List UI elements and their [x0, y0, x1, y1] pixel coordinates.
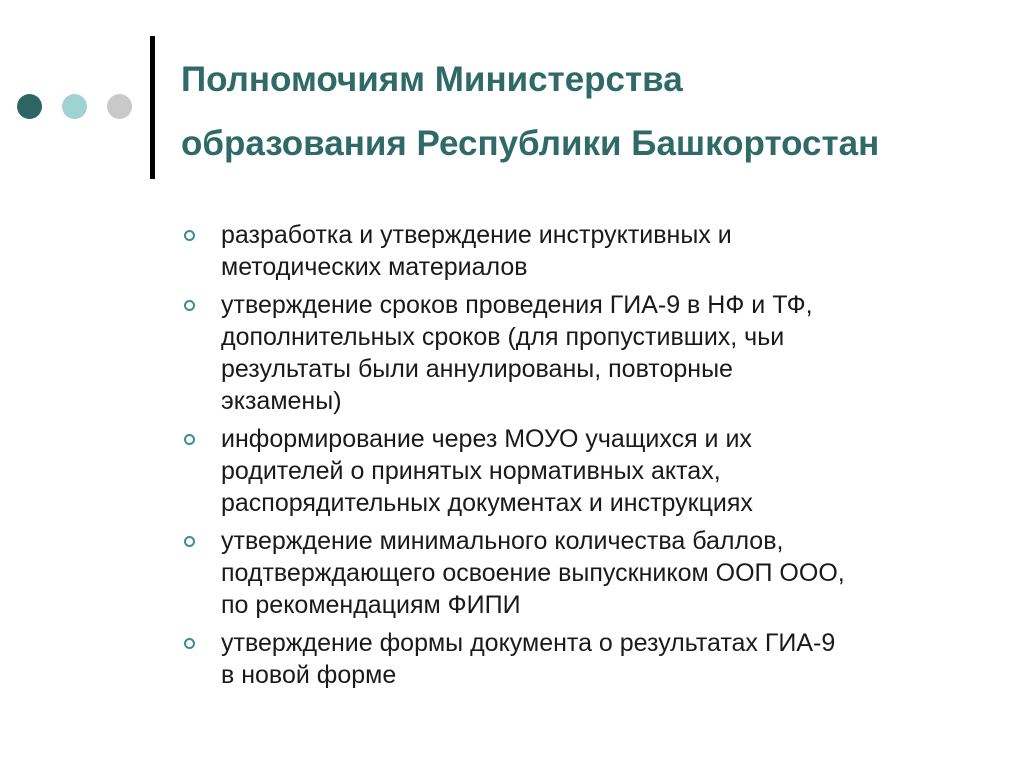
ring-bullet-icon	[184, 230, 195, 241]
title-line: Полномочиям Министерства	[181, 60, 683, 99]
bullet-item	[184, 525, 994, 621]
bullet-line: информирование через МОУО учащихся и их	[221, 425, 752, 453]
bullet-item	[184, 289, 994, 417]
bullet-line: экзамены)	[221, 387, 342, 415]
bullet-list	[184, 219, 994, 697]
bullet-line: разработка и утверждение инструктивных и	[221, 221, 732, 249]
light-teal-dot-icon	[62, 94, 87, 119]
bullet-item	[184, 423, 994, 519]
bullet-line: распорядительных документах и инструкциях	[221, 489, 753, 517]
vertical-divider	[150, 36, 155, 179]
dark-teal-dot-icon	[17, 94, 42, 119]
decorative-dots	[17, 94, 132, 119]
bullet-line: утверждение формы документа о результатах ГИА-9	[221, 629, 836, 657]
bullet-text	[221, 627, 994, 691]
bullet-text	[221, 525, 994, 621]
bullet-line: результаты были аннулированы, повторные	[221, 355, 733, 383]
bullet-line: утверждение минимального количества баллов,	[221, 527, 784, 555]
bullet-line: по рекомендациям ФИПИ	[221, 591, 521, 619]
bullet-text	[221, 289, 994, 417]
bullet-line: методических материалов	[221, 253, 528, 281]
slide-title	[181, 48, 1001, 176]
bullet-item	[184, 219, 994, 283]
bullet-line: в новой форме	[221, 661, 397, 689]
gray-dot-icon	[107, 94, 132, 119]
ring-bullet-icon	[184, 638, 195, 649]
title-line: образования Республики Башкортостан	[181, 124, 880, 163]
bullet-text	[221, 219, 994, 283]
bullet-line: утверждение сроков проведения ГИА-9 в НФ и ТФ,	[221, 291, 813, 319]
ring-bullet-icon	[184, 536, 195, 547]
ring-bullet-icon	[184, 434, 195, 445]
ring-bullet-icon	[184, 300, 195, 311]
bullet-line: подтверждающего освоение выпускником ООП ООО,	[221, 559, 845, 587]
bullet-line: родителей о принятых нормативных актах,	[221, 457, 721, 485]
bullet-item	[184, 627, 994, 691]
bullet-line: дополнительных сроков (для пропустивших, чьи	[221, 323, 785, 351]
bullet-text	[221, 423, 994, 519]
